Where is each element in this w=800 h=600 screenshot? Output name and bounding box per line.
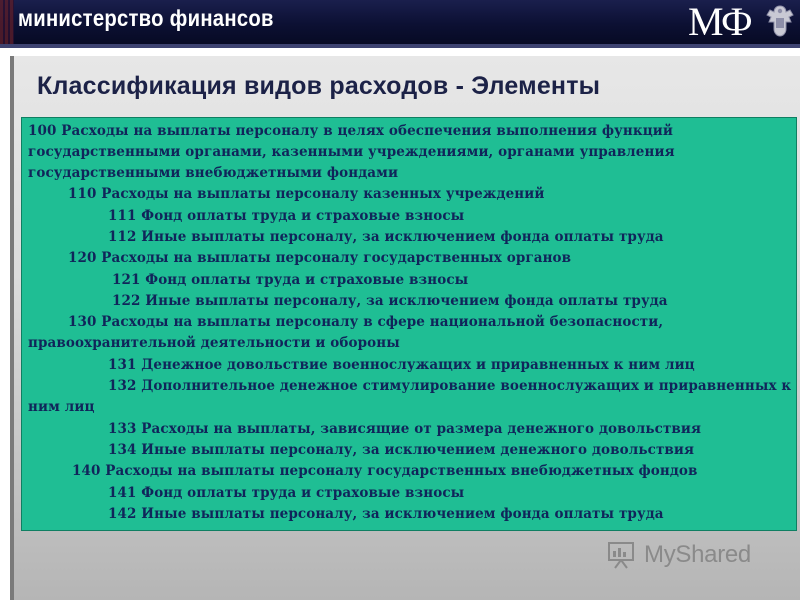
header-bar xyxy=(0,0,800,44)
list-item: государственными органами, казенными учреждениями, органами управления xyxy=(28,144,675,160)
list-item: государственными внебюджетными фондами xyxy=(28,165,399,181)
watermark-text: MyShared xyxy=(644,541,751,568)
list-item: 140 Расходы на выплаты персоналу государственных внебюджетных фондов xyxy=(72,463,698,479)
list-item: правоохранительной деятельности и обороны xyxy=(28,335,400,351)
list-item: 131 Денежное довольствие военнослужащих и приравненных к ним лиц xyxy=(108,357,695,373)
list-item: 134 Иные выплаты персоналу, за исключением денежного довольствия xyxy=(108,442,695,458)
list-item: ним лиц xyxy=(28,399,95,415)
list-item: 110 Расходы на выплаты персоналу казенных учреждений xyxy=(68,186,545,202)
list-item: 122 Иные выплаты персоналу, за исключением фонда оплаты труда xyxy=(112,293,668,309)
list-item: 112 Иные выплаты персоналу, за исключением фонда оплаты труда xyxy=(108,229,664,245)
list-item: 132 Дополнительное денежное стимулирование военнослужащих и приравненных к xyxy=(108,378,792,394)
list-item: 130 Расходы на выплаты персоналу в сфере национальной безопасности, xyxy=(68,314,664,330)
list-item: 100 Расходы на выплаты персоналу в целях обеспечения выполнения функций xyxy=(28,123,674,139)
watermark xyxy=(606,538,751,572)
coat-of-arms-icon xyxy=(764,3,796,39)
header-divider xyxy=(0,44,800,48)
list-item: 120 Расходы на выплаты персоналу государственных органов xyxy=(68,250,572,266)
ministry-title: министерство финансов xyxy=(18,5,274,31)
header-decoration xyxy=(0,0,14,44)
list-item: 133 Расходы на выплаты, зависящие от размера денежного довольствия xyxy=(108,421,702,437)
list-item: 142 Иные выплаты персоналу, за исключением фонда оплаты труда xyxy=(108,506,664,522)
list-item: 111 Фонд оплаты труда и страховые взносы xyxy=(108,208,465,224)
slide-title: Классификация видов расходов - Элементы xyxy=(37,72,601,100)
list-item: 121 Фонд оплаты труда и страховые взносы xyxy=(112,272,469,288)
content-box xyxy=(21,117,797,531)
list-item: 141 Фонд оплаты труда и страховые взносы xyxy=(108,485,465,501)
presentation-icon xyxy=(606,540,636,570)
ministry-logo: МФ xyxy=(688,0,751,44)
